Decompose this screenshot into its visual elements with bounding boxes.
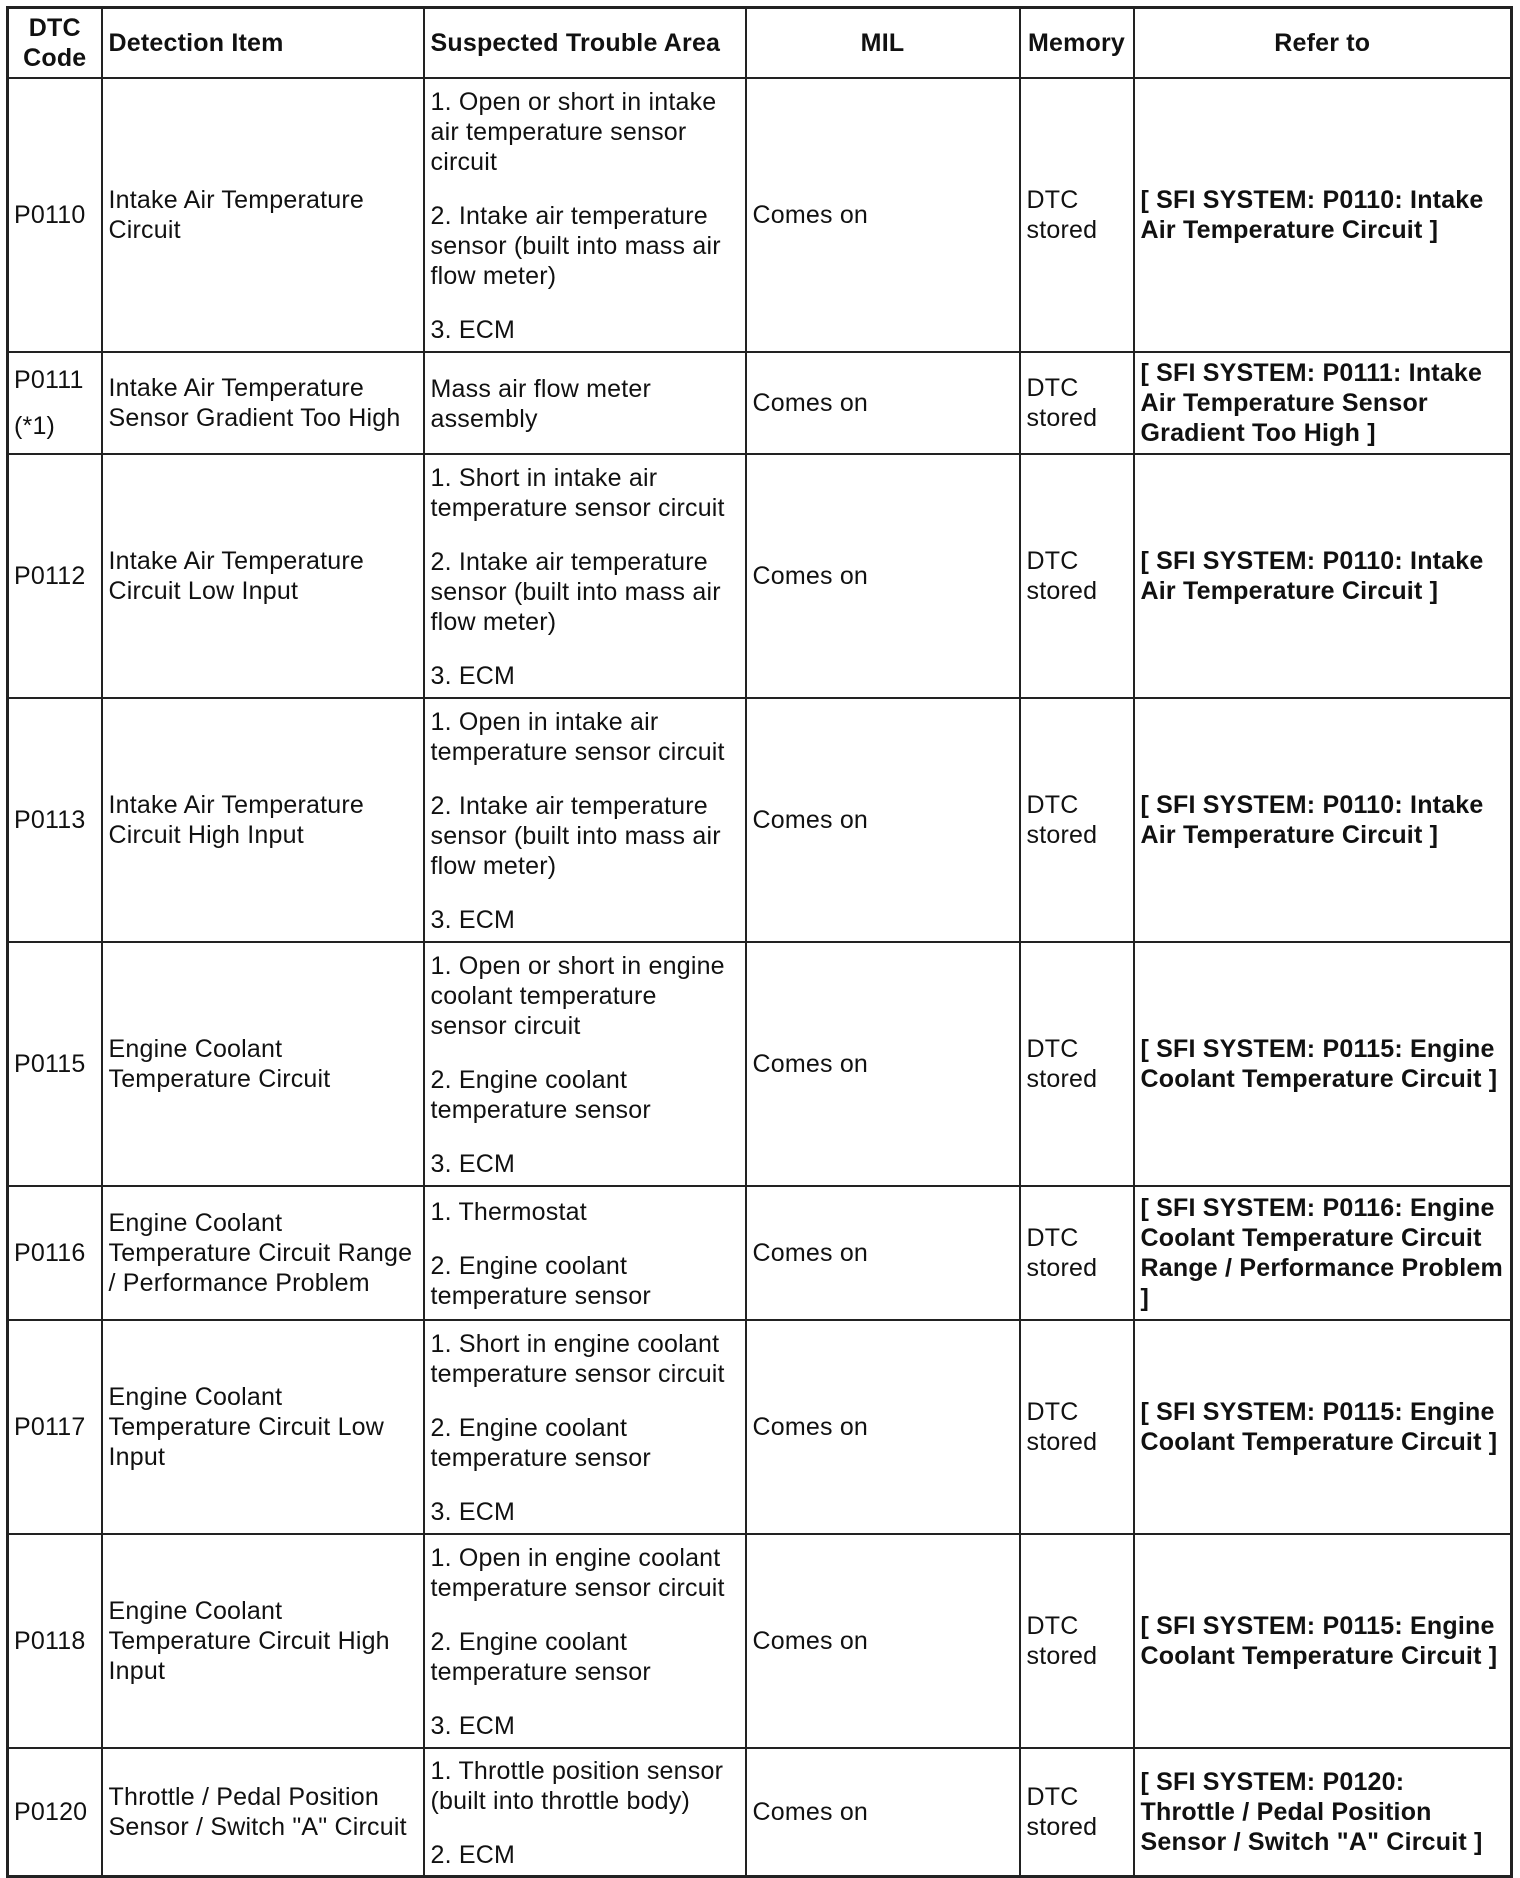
- detection-item-cell: Intake Air Temperature Circuit: [102, 78, 424, 352]
- suspected-trouble-area-cell: [424, 1186, 746, 1320]
- dtc-code-cell: [8, 78, 102, 352]
- dtc-code: P0120: [14, 1797, 88, 1826]
- dtc-code-cell: [8, 1186, 102, 1320]
- dtc-code-cell: [8, 1320, 102, 1534]
- table-row: [8, 698, 1512, 942]
- dtc-table: [6, 6, 1513, 1878]
- trouble-area-item: 3. ECM: [430, 1498, 516, 1526]
- dtc-code-cell: [8, 352, 102, 454]
- dtc-code-cell: [8, 1534, 102, 1748]
- header-dtc-code: DTC Code: [8, 8, 102, 79]
- dtc-code-cell: [8, 1748, 102, 1876]
- header-detection-item: Detection Item: [102, 8, 424, 79]
- trouble-area-item: 2. Engine coolant temperature sensor: [430, 1066, 651, 1124]
- table-row: [8, 1534, 1512, 1748]
- dtc-code: P0111: [14, 366, 84, 394]
- mil-cell: Comes on: [746, 352, 1020, 454]
- trouble-area-item: 3. ECM: [430, 662, 516, 690]
- trouble-area-item: 1. Short in engine coolant temperature sensor circuit: [430, 1330, 725, 1388]
- trouble-area-item: 2. Engine coolant temperature sensor: [430, 1628, 651, 1686]
- header-refer-to: Refer to: [1134, 8, 1512, 79]
- table-row: [8, 454, 1512, 698]
- memory-cell: DTC stored: [1020, 698, 1134, 942]
- mil-cell: Comes on: [746, 1748, 1020, 1876]
- dtc-code: P0116: [14, 1239, 86, 1267]
- trouble-area-item: 1. Open or short in intake air temperature sensor circuit: [430, 88, 717, 176]
- memory-cell: DTC stored: [1020, 352, 1134, 454]
- mil-cell: Comes on: [746, 1534, 1020, 1748]
- trouble-area-item: 3. ECM: [430, 1150, 516, 1178]
- header-suspected-trouble-area: Suspected Trouble Area: [424, 8, 746, 79]
- refer-to-link[interactable]: [ SFI SYSTEM: P0111: Intake Air Temperature Sensor Gradient Too High ]: [1134, 352, 1512, 454]
- dtc-code-note: (*1): [14, 412, 56, 440]
- dtc-code: P0117: [14, 1413, 86, 1441]
- detection-item-cell: Engine Coolant Temperature Circuit: [102, 942, 424, 1186]
- dtc-code: P0112: [14, 562, 86, 590]
- memory-cell: DTC stored: [1020, 1748, 1134, 1876]
- suspected-trouble-area-cell: [424, 698, 746, 942]
- trouble-area-item: Mass air flow meter assembly: [430, 375, 652, 433]
- trouble-area-item: 2. Engine coolant temperature sensor: [430, 1414, 651, 1472]
- refer-to-link[interactable]: [ SFI SYSTEM: P0115: Engine Coolant Temperature Circuit ]: [1134, 942, 1512, 1186]
- dtc-code: P0113: [14, 806, 86, 834]
- dtc-code: P0110: [14, 201, 86, 229]
- refer-to-link[interactable]: [ SFI SYSTEM: P0110: Intake Air Temperature Circuit ]: [1134, 698, 1512, 942]
- table-row: [8, 78, 1512, 352]
- trouble-area-item: 2. Intake air temperature sensor (built into mass air flow meter): [430, 548, 721, 636]
- header-memory: Memory: [1020, 8, 1134, 79]
- table-row: [8, 1320, 1512, 1534]
- dtc-code: P0118: [14, 1627, 86, 1655]
- refer-to-link[interactable]: [ SFI SYSTEM: P0120: Throttle / Pedal Position Sensor / Switch "A" Circuit ]: [1134, 1748, 1512, 1876]
- detection-item-cell: Intake Air Temperature Sensor Gradient Too High: [102, 352, 424, 454]
- dtc-code: P0115: [14, 1050, 86, 1078]
- memory-cell: DTC stored: [1020, 1534, 1134, 1748]
- detection-item-cell: Intake Air Temperature Circuit High Input: [102, 698, 424, 942]
- suspected-trouble-area-cell: [424, 78, 746, 352]
- trouble-area-item: 2. Intake air temperature sensor (built into mass air flow meter): [430, 202, 721, 290]
- table-row: [8, 1186, 1512, 1320]
- detection-item-cell: Intake Air Temperature Circuit Low Input: [102, 454, 424, 698]
- dtc-code-cell: [8, 942, 102, 1186]
- trouble-area-item: 3. ECM: [430, 1712, 516, 1740]
- detection-item-cell: Engine Coolant Temperature Circuit Low Input: [102, 1320, 424, 1534]
- memory-cell: DTC stored: [1020, 1186, 1134, 1320]
- refer-to-link[interactable]: [ SFI SYSTEM: P0115: Engine Coolant Temperature Circuit ]: [1134, 1534, 1512, 1748]
- suspected-trouble-area-cell: [424, 1320, 746, 1534]
- trouble-area-item: 1. Thermostat: [430, 1198, 587, 1226]
- trouble-area-item: 2. Intake air temperature sensor (built into mass air flow meter): [430, 792, 721, 880]
- mil-cell: Comes on: [746, 1320, 1020, 1534]
- refer-to-link[interactable]: [ SFI SYSTEM: P0115: Engine Coolant Temperature Circuit ]: [1134, 1320, 1512, 1534]
- header-mil: MIL: [746, 8, 1020, 79]
- suspected-trouble-area-cell: [424, 1534, 746, 1748]
- memory-cell: DTC stored: [1020, 454, 1134, 698]
- mil-cell: Comes on: [746, 1186, 1020, 1320]
- dtc-code-cell: [8, 454, 102, 698]
- detection-item-cell: Engine Coolant Temperature Circuit High Input: [102, 1534, 424, 1748]
- trouble-area-item: 1. Open in intake air temperature sensor circuit: [430, 708, 725, 766]
- dtc-code-cell: [8, 698, 102, 942]
- trouble-area-item: 2. ECM: [430, 1840, 516, 1869]
- suspected-trouble-area-cell: [424, 1748, 746, 1876]
- mil-cell: Comes on: [746, 78, 1020, 352]
- table-row: [8, 352, 1512, 454]
- table-row: [8, 1748, 1512, 1876]
- memory-cell: DTC stored: [1020, 78, 1134, 352]
- table-row: [8, 942, 1512, 1186]
- detection-item-cell: Engine Coolant Temperature Circuit Range / Performance Problem: [102, 1186, 424, 1320]
- trouble-area-item: 2. Engine coolant temperature sensor: [430, 1252, 651, 1310]
- table-header-row: [8, 8, 1512, 79]
- detection-item-cell: Throttle / Pedal Position Sensor / Switch "A" Circuit: [102, 1748, 424, 1876]
- mil-cell: Comes on: [746, 698, 1020, 942]
- trouble-area-item: 1. Open or short in engine coolant temperature sensor circuit: [430, 952, 725, 1040]
- suspected-trouble-area-cell: [424, 454, 746, 698]
- trouble-area-item: 1. Short in intake air temperature sensor circuit: [430, 464, 725, 522]
- memory-cell: DTC stored: [1020, 1320, 1134, 1534]
- memory-cell: DTC stored: [1020, 942, 1134, 1186]
- suspected-trouble-area-cell: [424, 352, 746, 454]
- refer-to-link[interactable]: [ SFI SYSTEM: P0110: Intake Air Temperature Circuit ]: [1134, 78, 1512, 352]
- table-body: [8, 78, 1512, 1876]
- trouble-area-item: 3. ECM: [430, 316, 516, 344]
- mil-cell: Comes on: [746, 454, 1020, 698]
- suspected-trouble-area-cell: [424, 942, 746, 1186]
- mil-cell: Comes on: [746, 942, 1020, 1186]
- trouble-area-item: 1. Open in engine coolant temperature sensor circuit: [430, 1544, 725, 1602]
- refer-to-link[interactable]: [ SFI SYSTEM: P0110: Intake Air Temperature Circuit ]: [1134, 454, 1512, 698]
- refer-to-link[interactable]: [ SFI SYSTEM: P0116: Engine Coolant Temperature Circuit Range / Performance Problem ]: [1134, 1186, 1512, 1320]
- trouble-area-item: 3. ECM: [430, 906, 516, 934]
- trouble-area-item: 1. Throttle position sensor (built into throttle body): [430, 1756, 724, 1815]
